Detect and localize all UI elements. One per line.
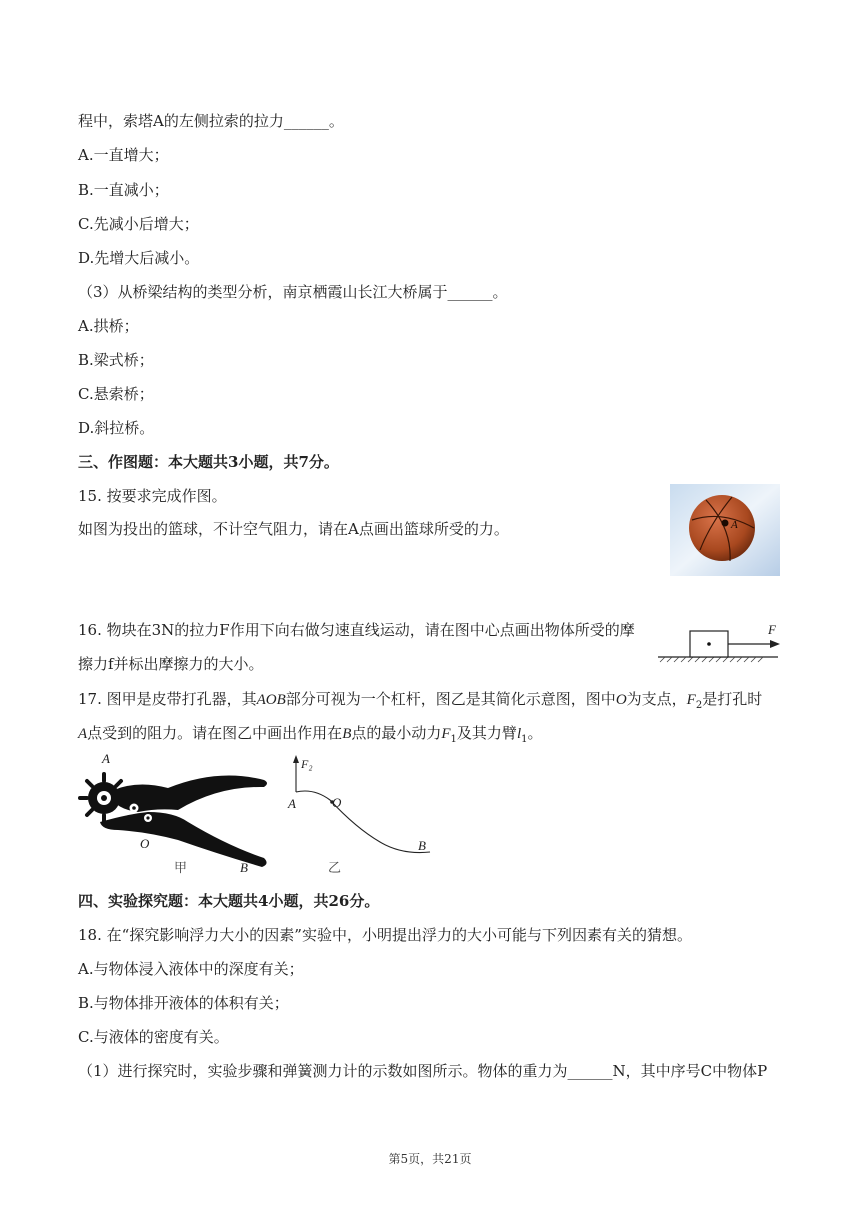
q18-title: 18. 在“探究影响浮力大小的因素”实验中，小明提出浮力的大小可能与下列因素有关的猜想。 [78,926,692,944]
option-d: D.斜拉桥。 [78,419,155,437]
option-a: A.拱桥； [78,317,139,335]
section-heading-3: 三、作图题：本大题共3小题，共7分。 [78,453,339,471]
lever-diagram [284,752,440,874]
q14-part3: （3）从桥梁结构的类型分析，南京栖霞山长江大桥属于______。 [78,283,508,301]
block-figure [656,618,784,666]
q17-text-2: A点受到的阻力。请在图乙中画出作用在B点的最小动力$F_1$及其力臂$l_1$。 [78,724,543,745]
option-b: B.一直减小； [78,181,169,199]
hypothesis-b: B.与物体排开液体的体积有关； [78,994,289,1012]
q15-title: 15. 按要求完成作图。 [78,487,227,505]
section-heading-4: 四、实验探究题：本大题共4小题，共26分。 [78,892,380,910]
basketball-figure [670,484,780,576]
hole-punch-figure [78,750,278,874]
punch-label-o: O [140,836,150,851]
option-c: C.先减小后增大； [78,215,199,233]
lever-label-f2: F₂ [301,757,313,771]
basketball [689,495,755,561]
punch-label-a: A [102,751,110,766]
q16-text-2: 擦力f并标出摩擦力的大小。 [78,655,264,673]
punch-label-b: B [240,860,248,874]
ball-label-a: A [731,519,738,531]
punch-caption: 甲 [174,861,188,874]
option-a: A.一直增大； [78,146,169,164]
ground-hatching [660,657,763,662]
lever-label-b: B [418,838,426,853]
force-label-f: F [768,622,776,637]
hypothesis-c: C.与液体的密度有关。 [78,1028,229,1046]
q17-text-1: 17. 图甲是皮带打孔器，其AOB部分可视为一个杠杆，图乙是其简化示意图，图中O为支点，$F_2$是打孔时 [78,690,763,711]
lever-label-a: A [288,796,296,811]
q15-text: 如图为投出的篮球，不计空气阻力，请在A点画出篮球所受的力。 [78,520,509,538]
block-center-dot [707,642,711,646]
hypothesis-a: A.与物体浸入液体中的深度有关； [78,960,304,978]
f2-arrowhead [293,755,299,763]
page-footer: 第5页，共21页 [388,1152,472,1166]
force-arrowhead [770,640,780,648]
q14-stem-tail: 程中，索塔A的左侧拉索的拉力______。 [78,112,344,130]
option-c: C.悬索桥； [78,385,154,403]
q16-text-1: 16. 物块在3N的拉力F作用下向右做匀速直线运动，请在图中心点画出物体所受的摩 [78,621,635,639]
option-d: D.先增大后减小。 [78,249,200,267]
lever-label-o: O [332,795,342,810]
lower-handle [100,812,267,867]
lever-curve [296,791,430,853]
lever-caption: 乙 [328,861,342,874]
option-b: B.梁式桥； [78,351,154,369]
point-a-dot [722,520,729,527]
q18-part1: （1）进行探究时，实验步骤和弹簧测力计的示数如图所示。物体的重力为______N，其中序号C中物体P [78,1062,768,1080]
